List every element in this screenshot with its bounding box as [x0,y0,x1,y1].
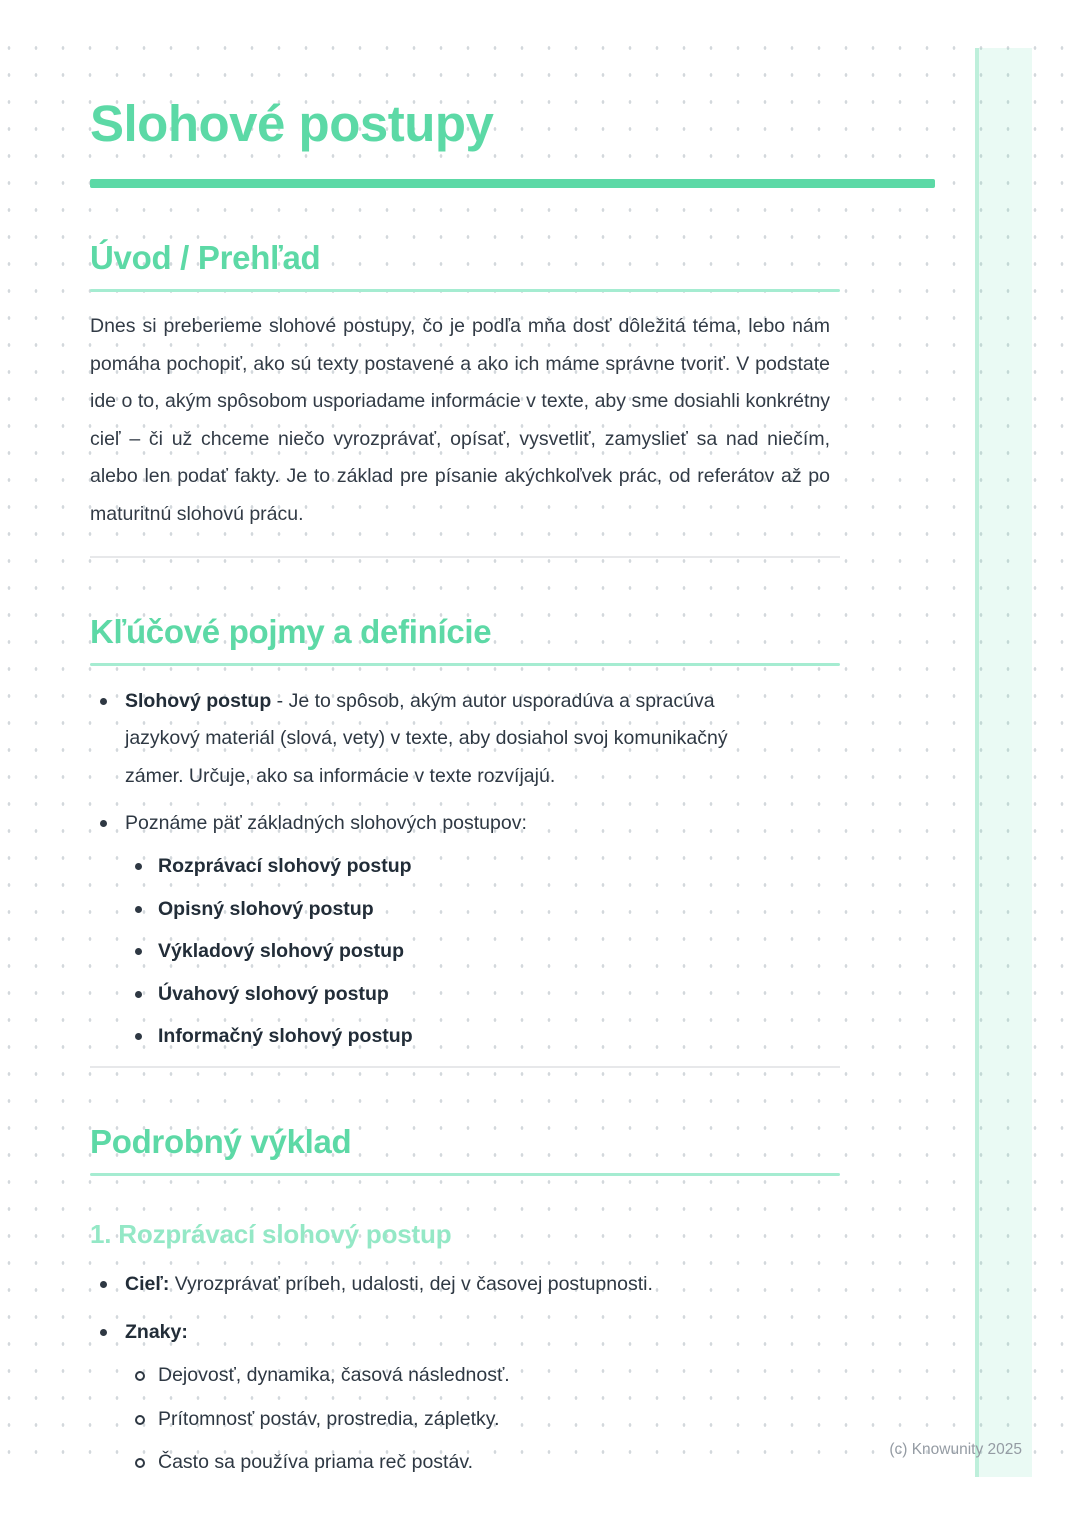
list-item-feature-2 [90,1401,830,1439]
bullet-icon [100,698,107,705]
goal-item [125,1266,653,1304]
subsection-1-heading: 1. Rozprávací slohový postup [90,1218,452,1249]
type-label: Opisný slohový postup [158,897,374,920]
circle-marker [135,1357,158,1381]
features-label: Znaky: [125,1320,188,1343]
list-item-definition [90,683,830,796]
list-item-feature-3 [90,1444,830,1482]
bullet-icon [100,1281,107,1288]
type-label: Výkladový slohový postup [158,940,404,963]
list-item-feature-1 [90,1357,830,1395]
hollow-bullet-icon [135,1458,145,1468]
list-item-type-2 [90,891,830,929]
key-concepts-list [90,683,830,1056]
key-concepts-heading: Kľúčové pojmy a definície [90,612,492,650]
bullet-marker [135,891,158,913]
bullet-marker [100,1314,125,1336]
bullet-marker [135,848,158,870]
list-item-type-1 [90,848,830,886]
definition-term: Slohový postup [125,689,272,712]
right-accent-band [975,48,1032,1477]
section-divider-2 [90,1066,840,1068]
content-column [90,0,830,1482]
list-item-features [90,1314,830,1352]
list-item-type-5 [90,1018,830,1056]
definition-text: - Je to spôsob, akým autor usporadúva a spracúva jazykový materiál (slová, vety) v texte, aby dosiahol svoj komunikačný zámer. Určuje, ako sa informácie v texte rozvíjajú. [125,689,728,787]
list-item-type-4 [90,976,830,1014]
detail-heading-underline [90,1173,840,1176]
title-underline [90,179,935,188]
section-key-concepts [90,609,830,1056]
type-label: Úvahový slohový postup [158,982,389,1005]
bullet-icon [100,1329,107,1336]
bullet-marker [135,1018,158,1040]
bullet-icon [135,991,142,998]
intro-heading-underline [90,289,840,292]
detail-heading: Podrobný výklad [90,1122,352,1160]
bullet-icon [135,1033,142,1040]
bullet-marker [135,976,158,998]
type-label: Informačný slohový postup [158,1025,413,1048]
goal-label: Cieľ: [125,1272,170,1295]
bullet-icon [135,948,142,955]
section-intro [90,235,830,534]
list-item-goal [90,1266,830,1304]
circle-marker [135,1401,158,1425]
bullet-marker [100,805,125,827]
feature-text: Prítomnosť postáv, prostredia, zápletky. [158,1407,500,1430]
page-title: Slohové postupy [90,95,494,152]
bullet-icon [100,820,107,827]
hollow-bullet-icon [135,1371,145,1381]
copyright: (c) Knowunity 2025 [889,1441,1022,1458]
key-concepts-heading-underline [90,663,840,666]
section-detail [90,1119,830,1482]
list-item-types-intro [90,805,830,843]
feature-text: Často sa používa priama reč postáv. [158,1451,474,1474]
list-item-type-3 [90,933,830,971]
bullet-marker [135,933,158,955]
types-intro-text: Poznáme päť základných slohových postupov: [125,812,527,835]
feature-text: Dejovosť, dynamika, časová následnosť. [158,1364,510,1387]
bullet-icon [135,863,142,870]
bullet-marker [100,683,125,705]
type-label: Rozprávací slohový postup [158,854,412,877]
definition-item [125,683,777,796]
bullet-icon [135,906,142,913]
circle-marker [135,1444,158,1468]
goal-text: Vyrozprávať príbeh, udalosti, dej v časovej postupnosti. [169,1272,653,1295]
section-divider-1 [90,556,840,558]
bullet-marker [100,1266,125,1288]
intro-paragraph: Dnes si preberieme slohové postupy, čo je podľa mňa dosť dôležitá téma, lebo nám pomáha pochopiť, ako sú texty postavené a ako ich máme správne tvoriť. V podstate ide o to, akým spôsobom usporiadame informácie v texte, aby sme dosiahli konkrétny cieľ – či už chceme niečo vyrozprávať, opísať, vysvetliť, zamyslieť sa nad niečím, alebo len podať fakty. Je to základ pre písanie akýchkoľvek prác, od referátov až po maturitnú slohovú prácu. [90,315,830,525]
hollow-bullet-icon [135,1415,145,1425]
intro-heading: Úvod / Prehľad [90,239,321,276]
